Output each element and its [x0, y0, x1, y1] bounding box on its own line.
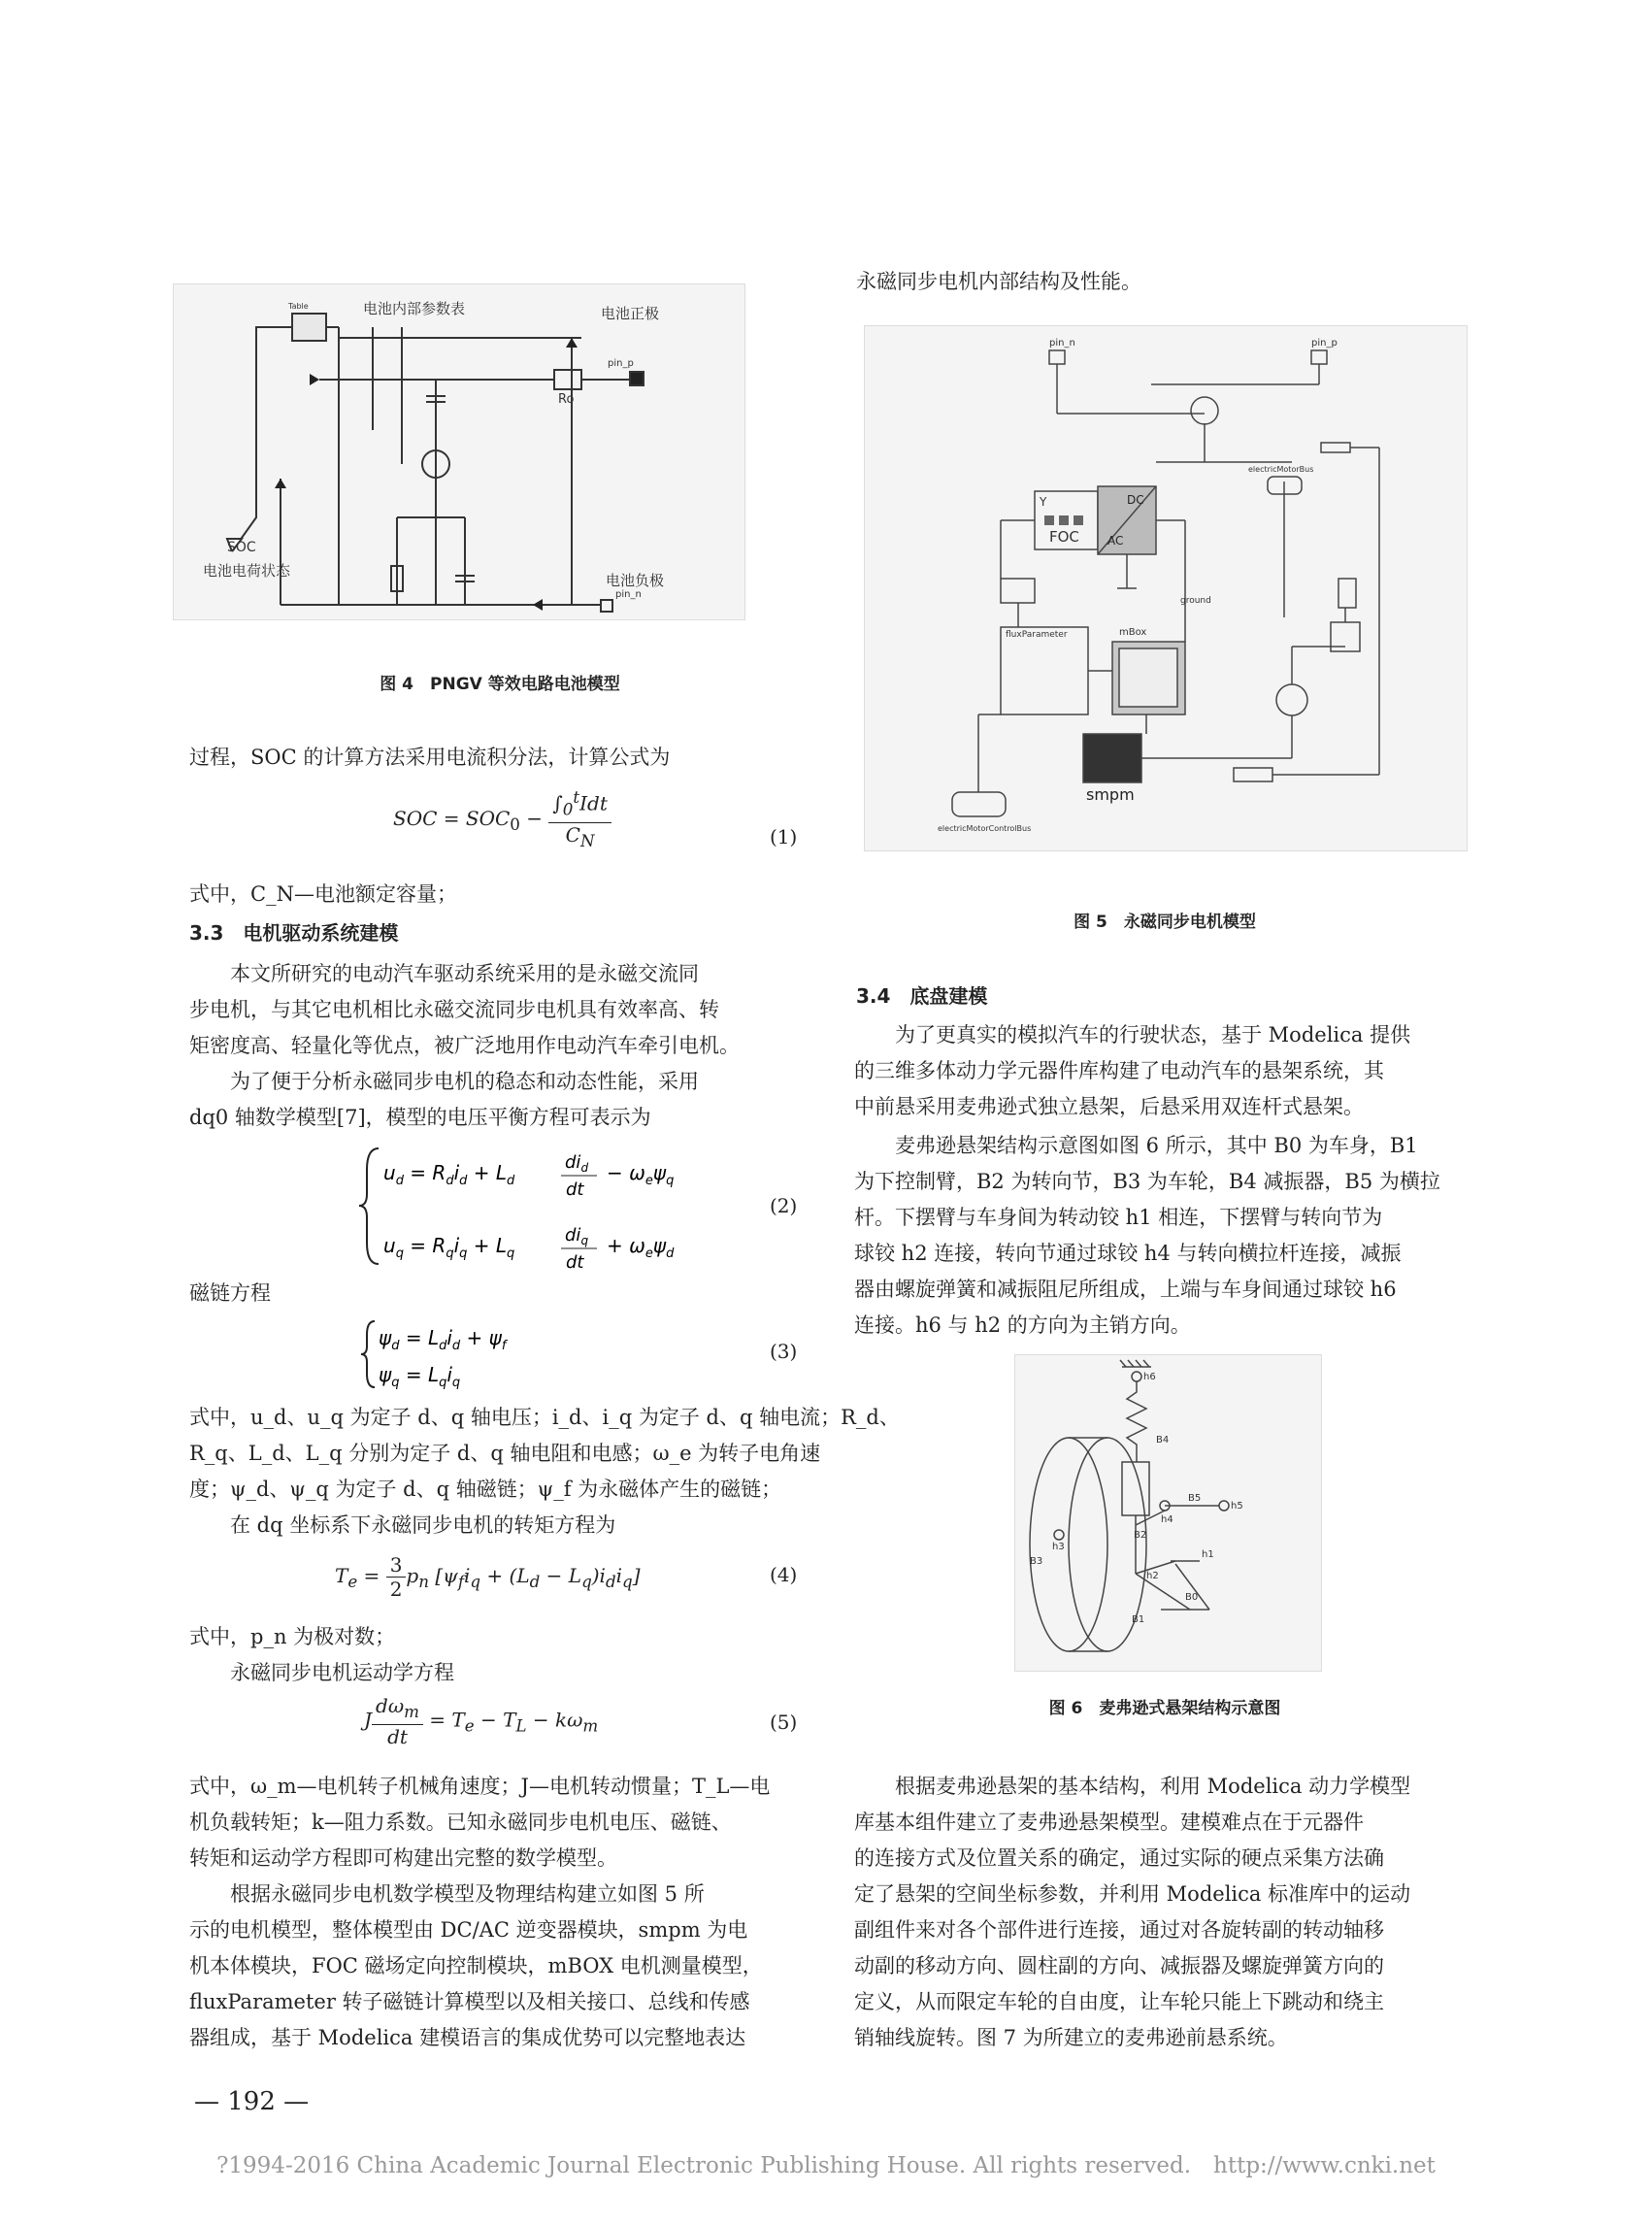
fig6-h3: h3	[1052, 1542, 1065, 1552]
figure-4	[173, 283, 745, 620]
pin-n-label: pin_n	[615, 589, 642, 600]
soc-state-label: 电池电荷状态	[203, 562, 291, 580]
paragraph-line: 为了更真实的模拟汽车的行驶状态，基于 Modelica 提供	[895, 1023, 1411, 1047]
paragraph-line: 磁链方程	[189, 1281, 271, 1305]
paragraph-line: 在 dq 坐标系下永磁同步电机的转矩方程为	[230, 1513, 616, 1537]
paragraph-line: R_q、L_d、L_q 分别为定子 d、q 轴电阻和电感；ω_e 为转子电角速	[189, 1442, 821, 1465]
pin-p-label: pin_p	[608, 358, 634, 369]
paragraph-line: 根据永磁同步电机数学模型及物理结构建立如图 5 所	[230, 1882, 705, 1906]
pmsm-model-diagram	[865, 326, 1467, 850]
fig5-ground: ground	[1180, 596, 1211, 606]
fig5-pin-p: pin_p	[1311, 338, 1338, 349]
equation-2-number: (2)	[770, 1194, 798, 1217]
figure-6	[1014, 1354, 1322, 1672]
positive-terminal-label: 电池正极	[601, 305, 660, 322]
svg-text:dt: dt	[566, 1179, 584, 1200]
paragraph-line: 球铰 h2 连接，转向节通过球铰 h4 与转向横拉杆连接，减振	[854, 1242, 1402, 1265]
fig6-h1: h1	[1202, 1549, 1214, 1560]
fig6-h5: h5	[1231, 1501, 1243, 1512]
macpherson-suspension-diagram	[1015, 1355, 1321, 1671]
fig5-dc: DC	[1127, 493, 1144, 507]
soc-label: SOC	[227, 540, 256, 555]
paragraph-line: 器由螺旋弹簧和减振阻尼所组成，上端与车身间通过球铰 h6	[854, 1278, 1397, 1301]
note-line: 式中，C_N—电池额定容量；	[189, 882, 457, 906]
paragraph-line: 的连接方式及位置关系的确定，通过实际的硬点采集方法确	[854, 1846, 1384, 1870]
paragraph-line: 过程，SOC 的计算方法采用电流积分法，计算公式为	[189, 746, 671, 769]
params-table-label: 电池内部参数表	[363, 300, 466, 317]
paragraph-line: 连接。h6 与 h2 的方向为主销方向。	[854, 1313, 1191, 1337]
paragraph-line: 定义，从而限定车轮的自由度，让车轮只能上下跳动和绕主	[854, 1990, 1384, 2013]
fig5-y: Y	[1040, 495, 1047, 509]
paragraph-line: fluxParameter 转子磁链计算模型以及相关接口、总线和传感	[189, 1990, 750, 2013]
fig6-b2: B2	[1134, 1530, 1147, 1541]
copyright-footer: ?1994-2016 China Academic Journal Electronic Publishing House. All rights reserved. http://www.cnki.net	[216, 2153, 1436, 2178]
fig5-flux: fluxParameter	[1006, 630, 1068, 640]
equation-5: J $\frac{d\omega_m}{dt}$ = $T_e - T_L - k\omega_m$	[364, 1694, 599, 1748]
fig5-foc: FOC	[1049, 528, 1079, 546]
section-heading-3-4: 3.4 底盘建模	[856, 984, 988, 1008]
paragraph-line: 麦弗逊悬架结构示意图如图 6 所示，其中 B0 为车身，B1	[895, 1134, 1418, 1157]
svg-text:ψq = Lqiq: $\psi_q = L_qi_q$	[379, 1363, 461, 1390]
fig6-b1: B1	[1132, 1614, 1145, 1625]
paragraph-line: 动副的移动方向、圆柱副的方向、减振器及螺旋弹簧方向的	[854, 1954, 1384, 1977]
equation-2	[359, 1141, 767, 1276]
paragraph-line: 器组成，基于 Modelica 建模语言的集成优势可以完整地表达	[189, 2026, 746, 2049]
paragraph-line: 杆。下摆臂与车身间为转动铰 h1 相连，下摆臂与转向节为	[854, 1206, 1383, 1229]
fig5-bus: electricMotorBus	[1248, 465, 1314, 474]
figure-5-caption: 图 5 永磁同步电机模型	[1074, 913, 1256, 932]
fig5-ctrlbus: electricMotorControlBus	[938, 824, 1032, 833]
paragraph-line: 永磁同步电机运动学方程	[230, 1661, 454, 1684]
fig6-b5: B5	[1188, 1493, 1202, 1504]
paragraph-line: 式中，u_d、u_q 为定子 d、q 轴电压；i_d、i_q 为定子 d、q 轴电流；R_d、	[189, 1406, 900, 1429]
svg-text:+ ωeψd: + $\omega_e\psi_d$	[607, 1234, 675, 1261]
equation-5-number: (5)	[770, 1711, 798, 1734]
paragraph-line: 根据麦弗逊悬架的基本结构，利用 Modelica 动力学模型	[895, 1775, 1411, 1798]
fig5-mbox: mBox	[1119, 627, 1147, 638]
svg-text:− ωeψq: − $\omega_e\psi_q$	[607, 1161, 675, 1188]
paragraph-line: 的三维多体动力学元器件库构建了电动汽车的悬架系统，其	[854, 1059, 1384, 1082]
fig6-h2: h2	[1146, 1571, 1159, 1581]
paragraph-line: 式中，ω_m—电机转子机械角速度；J—电机转动惯量；T_L—电	[189, 1775, 771, 1798]
paragraph-line: 副组件来对各个部件进行连接，通过对各旋转副的转动轴移	[854, 1918, 1384, 1942]
fig5-smpm: smpm	[1086, 785, 1135, 804]
paragraph-line: 中前悬采用麦弗逊式独立悬架，后悬采用双连杆式悬架。	[854, 1095, 1364, 1118]
equation-1: SOC = $SOC_0$ − $\frac{\int_0^tIdt}{C_N}$	[393, 786, 611, 853]
paragraph-line: 定了悬架的空间坐标参数，并利用 Modelica 标准库中的运动	[854, 1882, 1411, 1906]
paragraph-line: 为下控制臂，B2 为转向节，B3 为车轮，B4 减振器，B5 为横拉	[854, 1170, 1440, 1193]
paragraph-line: 本文所研究的电动汽车驱动系统采用的是永磁交流同	[230, 962, 699, 985]
fig5-ac: AC	[1107, 534, 1124, 548]
paragraph-line: 库基本组件建立了麦弗逊悬架模型。建模难点在于元器件	[854, 1811, 1364, 1834]
equation-3	[359, 1315, 650, 1397]
page-number: — 192 —	[194, 2087, 310, 2116]
figure-6-caption: 图 6 麦弗逊式悬架结构示意图	[1048, 1699, 1281, 1718]
svg-text:dt: dt	[566, 1252, 584, 1272]
equation-4: $T_e$ = $\frac{3}{2}$ $p_n$ $[\psi_fi_q + (L_d - L_q)i_di_q]$	[335, 1553, 641, 1601]
ro-label: Ro	[558, 392, 575, 407]
paragraph-line: 销轴线旋转。图 7 为所建立的麦弗逊前悬系统。	[854, 2026, 1288, 2049]
paragraph-line: 永磁同步电机内部结构及性能。	[856, 270, 1141, 293]
svg-text:diq: $di_q$	[565, 1225, 589, 1247]
paragraph-line: 矩密度高、轻量化等优点，被广泛地用作电动汽车牵引电机。	[189, 1034, 740, 1057]
fig6-b0: B0	[1185, 1592, 1199, 1603]
paragraph-line: 示的电机模型，整体模型由 DC/AC 逆变器模块，smpm 为电	[189, 1918, 748, 1942]
svg-text:did: $di_d$	[565, 1152, 589, 1175]
section-heading-3-3: 3.3 电机驱动系统建模	[189, 921, 399, 945]
paragraph-line: dq0 轴数学模型[7]，模型的电压平衡方程可表示为	[189, 1106, 651, 1129]
fig6-h4: h4	[1161, 1514, 1173, 1525]
svg-text:ψd = Ldid + ψf: $\psi_d = L_di_d + \psi_f$	[379, 1326, 507, 1353]
fig6-b4: B4	[1156, 1435, 1170, 1445]
pngv-circuit-diagram	[174, 284, 744, 619]
paragraph-line: 转矩和运动学方程即可构建出完整的数学模型。	[189, 1846, 617, 1870]
svg-text:ud = Rdid + Ld: $u_d = R_di_d + L_d$	[383, 1161, 515, 1188]
figure-5	[864, 325, 1468, 851]
equation-3-number: (3)	[770, 1340, 798, 1363]
paragraph-line: 为了便于分析永磁同步电机的稳态和动态性能，采用	[230, 1070, 699, 1093]
negative-terminal-label: 电池负极	[606, 572, 665, 589]
equation-4-number: (4)	[770, 1563, 798, 1586]
paragraph-line: 机本体模块，FOC 磁场定向控制模块，mBOX 电机测量模型，	[189, 1954, 763, 1977]
paragraph-line: 式中，p_n 为极对数；	[189, 1625, 396, 1648]
svg-text:Table: Table	[288, 302, 309, 311]
paragraph-line: 步电机，与其它电机相比永磁交流同步电机具有效率高、转	[189, 998, 719, 1021]
fig5-pin-n: pin_n	[1049, 338, 1075, 349]
paragraph-line: 度；ψ_d、ψ_q 为定子 d、q 轴磁链；ψ_f 为永磁体产生的磁链；	[189, 1478, 782, 1501]
svg-text:uq = Rqiq + Lq: $u_q = R_qi_q + L_q$	[383, 1234, 515, 1261]
fig6-h6: h6	[1143, 1372, 1156, 1382]
equation-1-number: (1)	[770, 825, 798, 848]
paragraph-line: 机负载转矩；k—阻力系数。已知永磁同步电机电压、磁链、	[189, 1811, 732, 1834]
figure-4-caption: 图 4 PNGV 等效电路电池模型	[380, 675, 620, 694]
fig6-b3: B3	[1030, 1556, 1043, 1567]
